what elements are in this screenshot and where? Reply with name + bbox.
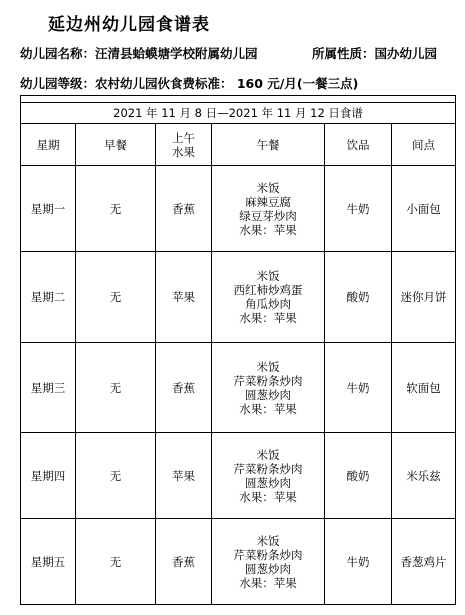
lunch-item: 米饭 xyxy=(256,180,280,195)
lunch-item: 麻辣豆腐 xyxy=(245,194,291,209)
header-snack: 间点 xyxy=(392,124,456,166)
snack-cell: 软面包 xyxy=(392,343,456,433)
lunch-cell xyxy=(212,252,325,343)
header-drink: 饮品 xyxy=(325,124,392,166)
kindergarten-name-label: 幼儿园名称： xyxy=(20,46,96,61)
lunch-item: 角瓜炒肉 xyxy=(245,297,291,311)
lunch-item: 圆葱炒肉 xyxy=(245,475,291,490)
lunch-cell xyxy=(212,433,325,519)
header-lunch: 午餐 xyxy=(212,124,325,166)
table-caption-row xyxy=(21,103,456,124)
fruit-cell: 苹果 xyxy=(156,433,212,519)
kindergarten-info-line xyxy=(20,44,438,62)
lunch-item: 水果：苹果 xyxy=(239,401,297,416)
lunch-item: 水果：苹果 xyxy=(239,222,297,237)
lunch-item: 芹菜粉条炒肉 xyxy=(233,373,303,388)
breakfast-cell: 无 xyxy=(76,166,156,252)
lunch-item: 圆葱炒肉 xyxy=(245,387,291,402)
header-day: 星期 xyxy=(21,124,76,166)
nature-info xyxy=(312,44,437,62)
table-caption: 2021 年 11 月 8 日—2021 年 11 月 12 日食谱 xyxy=(21,103,456,124)
kindergarten-name-value: 汪清县蛤蟆塘学校附属幼儿园 xyxy=(95,46,258,61)
lunch-item: 米饭 xyxy=(256,359,280,374)
lunch-item: 水果：苹果 xyxy=(239,311,297,325)
day-cell: 星期二 xyxy=(21,252,76,343)
menu-table xyxy=(20,95,456,605)
lunch-cell xyxy=(212,519,325,605)
table-row xyxy=(21,433,456,519)
table-row xyxy=(21,252,456,343)
lunch-item: 米饭 xyxy=(256,447,280,462)
snack-cell: 米乐兹 xyxy=(392,433,456,519)
table-row xyxy=(21,343,456,433)
fruit-cell: 香蕉 xyxy=(156,519,212,605)
table-row xyxy=(21,519,456,605)
lunch-item: 圆葱炒肉 xyxy=(245,561,291,576)
drink-cell: 牛奶 xyxy=(325,166,392,252)
breakfast-cell: 无 xyxy=(76,433,156,519)
fruit-cell: 香蕉 xyxy=(156,343,212,433)
fruit-cell: 香蕉 xyxy=(156,166,212,252)
breakfast-cell: 无 xyxy=(76,519,156,605)
header-breakfast: 早餐 xyxy=(76,124,156,166)
table-top-spacer xyxy=(21,96,456,103)
lunch-cell xyxy=(212,166,325,252)
nature-value: 国办幼儿园 xyxy=(374,46,438,61)
fruit-cell: 苹果 xyxy=(156,252,212,343)
lunch-item: 绿豆芽炒肉 xyxy=(239,208,297,223)
lunch-item: 米饭 xyxy=(256,533,280,548)
page-title: 延边州幼儿园食谱表 xyxy=(48,15,210,35)
lunch-item: 水果：苹果 xyxy=(239,575,297,590)
day-cell: 星期四 xyxy=(21,433,76,519)
snack-cell: 小面包 xyxy=(392,166,456,252)
day-cell: 星期一 xyxy=(21,166,76,252)
drink-cell: 酸奶 xyxy=(325,433,392,519)
lunch-item: 芹菜粉条炒肉 xyxy=(233,461,303,476)
drink-cell: 牛奶 xyxy=(325,343,392,433)
breakfast-cell: 无 xyxy=(76,252,156,343)
drink-cell: 酸奶 xyxy=(325,252,392,343)
day-cell: 星期三 xyxy=(21,343,76,433)
header-morning-fruit: 上午 水果 xyxy=(156,124,212,166)
lunch-item: 水果：苹果 xyxy=(239,489,297,504)
lunch-item: 米饭 xyxy=(256,269,280,283)
drink-cell: 牛奶 xyxy=(325,519,392,605)
lunch-item: 芹菜粉条炒肉 xyxy=(233,547,303,562)
table-row xyxy=(21,166,456,252)
breakfast-cell: 无 xyxy=(76,343,156,433)
day-cell: 星期五 xyxy=(21,519,76,605)
snack-cell: 香葱鸡片 xyxy=(392,519,456,605)
lunch-item: 西红柿炒鸡蛋 xyxy=(233,283,303,297)
nature-label: 所属性质： xyxy=(312,46,375,61)
lunch-cell xyxy=(212,343,325,433)
snack-cell: 迷你月饼 xyxy=(392,252,456,343)
level-fee-line: 幼儿园等级：农村幼儿园伙食费标准： 160 元/月(一餐三点) xyxy=(20,76,359,91)
table-header-row xyxy=(21,124,456,166)
